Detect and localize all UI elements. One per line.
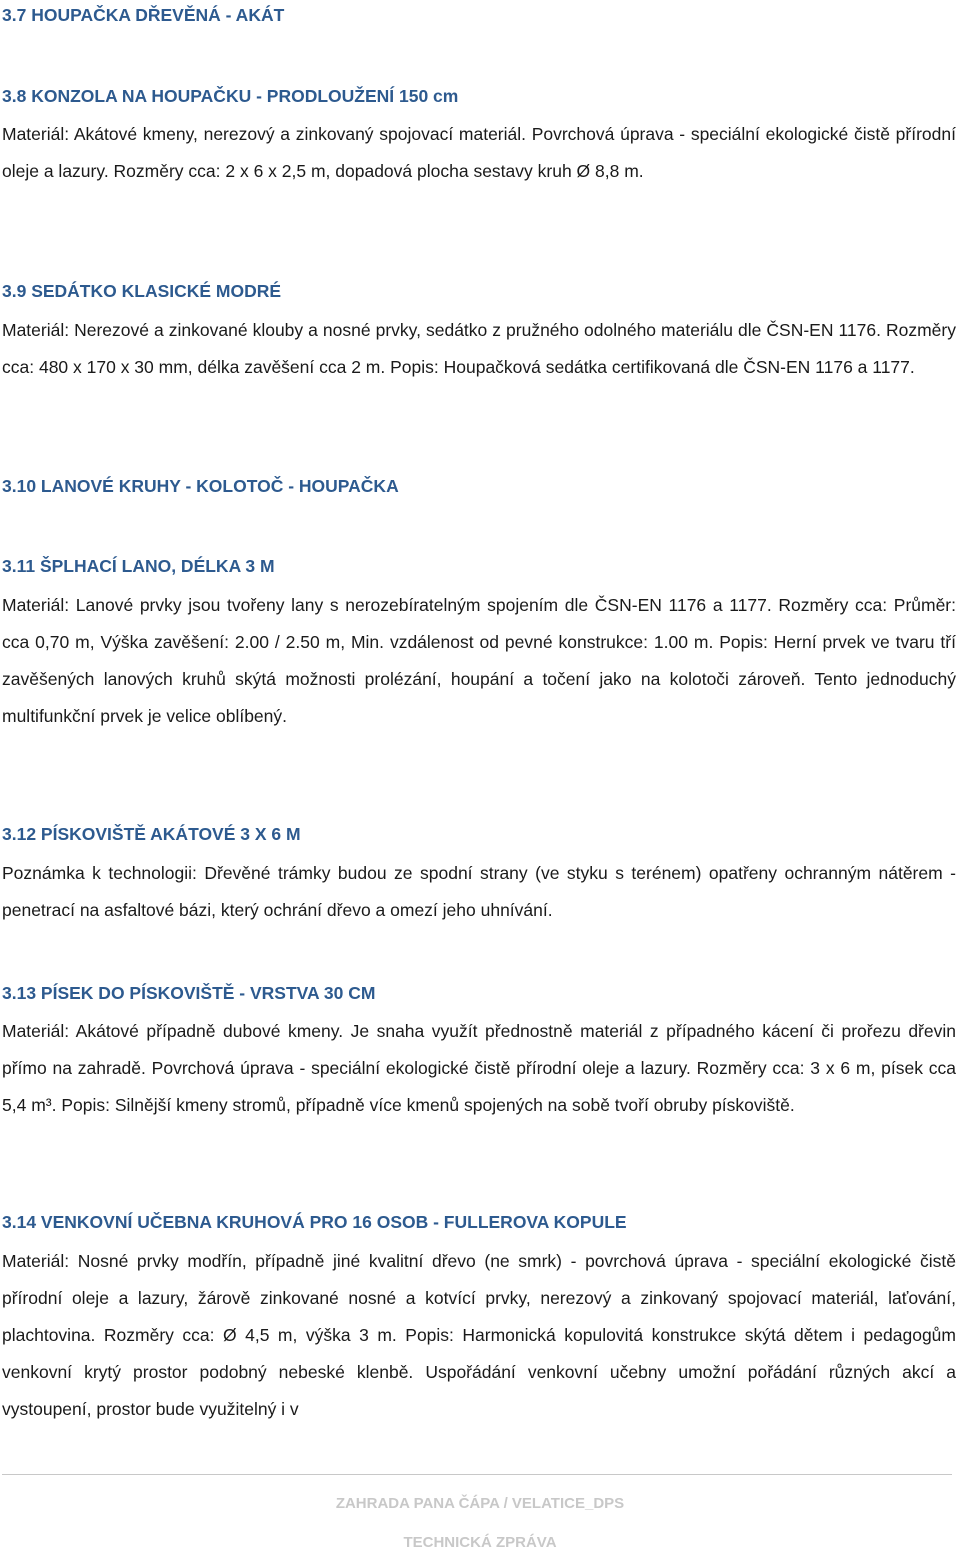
footer-document-type: TECHNICKÁ ZPRÁVA: [403, 1534, 557, 1551]
section-heading-3-13: 3.13 PÍSEK DO PÍSKOVIŠTĚ - VRSTVA 30 CM: [2, 983, 376, 1003]
section-heading-3-7: 3.7 HOUPAČKA DŘEVĚNÁ - AKÁT: [2, 5, 285, 25]
section-text-3-8: Materiál: Akátové kmeny, nerezový a zinkovaný spojovací materiál. Povrchová úprava - speciální ekologické čistě přírodní oleje a lazury. Rozměry cca: 2 x 6 x 2,5 m, dopadová plocha sestavy kruh Ø 8,8 m.: [2, 124, 956, 181]
section-text-3-14: Materiál: Nosné prvky modřín, případně jiné kvalitní dřevo (ne smrk) - povrchová úprava - speciální ekologické čistě přírodní oleje a lazury, žárově zinkované nosné a kotvící prvky, nerezový a zinkovaný spojovací materiál, laťování, plachtovina. Rozměry cca: Ø 4,5 m, výška 3 m. Popis: Harmonická kopulovitá konstrukce skýtá dětem i pedagogům venkovní krytý prostor podobný nebeské klenbě. Uspořádání venkovní učebny umožní pořádání různých akcí a vystoupení, prostor bude využitelný i v: [2, 1251, 956, 1419]
footer-divider: [2, 1474, 952, 1475]
section-text-3-13: Materiál: Akátové případně dubové kmeny. Je snaha využít přednostně materiál z případného kácení či prořezu dřevin přímo na zahradě. Povrchová úprava - speciální ekologické čistě přírodní oleje a lazury. Rozměry cca: 3 x 6 m, písek cca 5,4 m³. Popis: Silnější kmeny stromů, případně více kmenů spojených na sobě tvoří obruby pískoviště.: [2, 1021, 956, 1115]
footer-project-title: ZAHRADA PANA ČÁPA / VELATICE_DPS: [335, 1495, 625, 1512]
section-heading-3-9: 3.9 SEDÁTKO KLASICKÉ MODRÉ: [2, 281, 282, 301]
section-heading-3-8: 3.8 KONZOLA NA HOUPAČKU - PRODLOUŽENÍ 150 cm: [2, 86, 459, 106]
section-heading-3-14: 3.14 VENKOVNÍ UČEBNA KRUHOVÁ PRO 16 OSOB - FULLEROVA KOPULE: [2, 1212, 627, 1232]
section-text-3-11: Materiál: Lanové prvky jsou tvořeny lany s nerozebíratelným spojením dle ČSN-EN 1176 a 1177. Rozměry cca: Průměr: cca 0,70 m, Výška zavěšení: 2.00 / 2.50 m, Min. vzdálenost od pevné konstrukce: 1.00 m. Popis: Herní prvek ve tvaru tří zavěšených lanových kruhů skýtá možnosti prolézání, houpání a točení jako na kolotoči zároveň. Tento jednoduchý multifunkční prvek je velice oblíbený.: [2, 595, 956, 726]
section-heading-3-11: 3.11 ŠPLHACÍ LANO, DÉLKA 3 M: [2, 556, 275, 576]
section-text-3-12: Poznámka k technologii: Dřevěné trámky budou ze spodní strany (ve styku s terénem) opatřeny ochranným nátěrem - penetrací na asfaltové bázi, který ochrání dřevo a omezí jeho uhnívání.: [2, 863, 956, 920]
section-heading-3-12: 3.12 PÍSKOVIŠTĚ AKÁTOVÉ 3 X 6 M: [2, 824, 301, 844]
section-text-3-9: Materiál: Nerezové a zinkované klouby a nosné prvky, sedátko z pružného odolného materiálu dle ČSN-EN 1176. Rozměry cca: 480 x 170 x 30 mm, délka zavěšení cca 2 m. Popis: Houpačková sedátka certifikovaná dle ČSN-EN 1176 a 1177.: [2, 320, 956, 377]
section-heading-3-10: 3.10 LANOVÉ KRUHY - KOLOTOČ - HOUPAČKA: [2, 476, 399, 496]
